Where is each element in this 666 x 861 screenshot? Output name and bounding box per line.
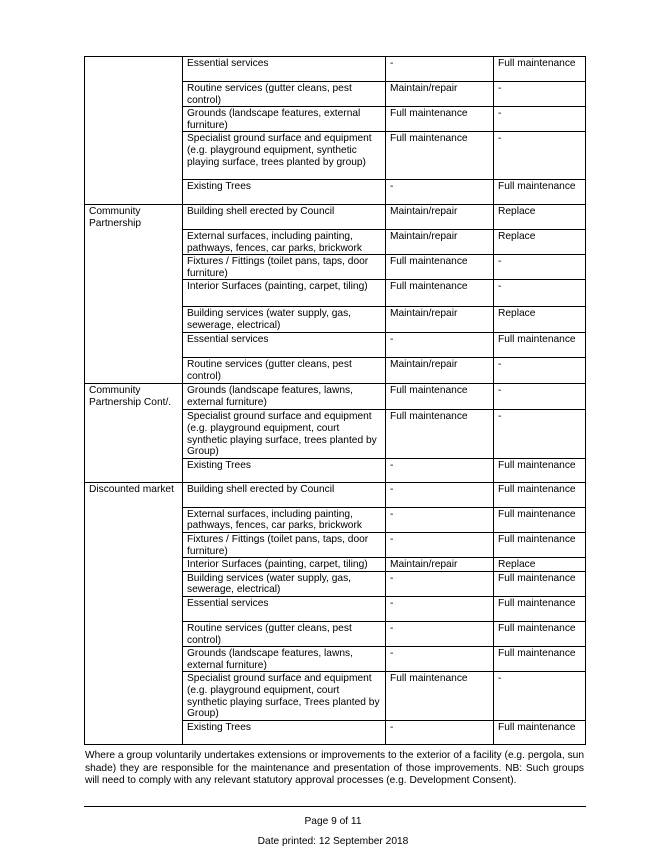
table-row xyxy=(85,107,586,132)
table-row xyxy=(85,333,586,358)
council-responsibility-cell: Replace xyxy=(494,558,586,572)
asset-item-cell: Routine services (gutter cleans, pest control) xyxy=(183,621,386,646)
tenure-type-cell: Community Partnership Cont/. xyxy=(85,384,183,410)
tenure-type-cell xyxy=(85,410,183,458)
council-responsibility-cell: Replace xyxy=(494,205,586,230)
asset-item-cell: Grounds (landscape features, external furniture) xyxy=(183,107,386,132)
council-responsibility-cell: - xyxy=(494,358,586,384)
table-row xyxy=(85,720,586,744)
tenure-type-cell xyxy=(85,230,183,255)
tenure-type-cell xyxy=(85,533,183,558)
table-row xyxy=(85,621,586,646)
group-responsibility-cell: - xyxy=(386,57,494,82)
group-responsibility-cell: - xyxy=(386,482,494,507)
council-responsibility-cell: - xyxy=(494,384,586,410)
table-row xyxy=(85,82,586,107)
page-number: Page 9 of 11 xyxy=(304,816,362,827)
group-responsibility-cell: Maintain/repair xyxy=(386,205,494,230)
group-responsibility-cell: Maintain/repair xyxy=(386,307,494,333)
table-row xyxy=(85,280,586,307)
group-responsibility-cell: - xyxy=(386,533,494,558)
tenure-type-cell xyxy=(85,307,183,333)
tenure-type-cell xyxy=(85,672,183,720)
tenure-type-cell xyxy=(85,720,183,744)
asset-item-cell: Essential services xyxy=(183,333,386,358)
table-row xyxy=(85,458,586,482)
asset-item-cell: Specialist ground surface and equipment (e.g. playground equipment, court synthetic playing surface, Trees planted by Group) xyxy=(183,672,386,720)
asset-item-cell: External surfaces, including painting, pathways, fences, car parks, brickwork xyxy=(183,507,386,532)
table-row xyxy=(85,558,586,572)
group-responsibility-cell: - xyxy=(386,507,494,532)
tenure-type-cell xyxy=(85,571,183,596)
tenure-type-cell xyxy=(85,333,183,358)
asset-item-cell: Grounds (landscape features, lawns, external furniture) xyxy=(183,647,386,672)
group-responsibility-cell: Full maintenance xyxy=(386,410,494,458)
tenure-type-cell: Discounted market xyxy=(85,482,183,507)
table-row xyxy=(85,507,586,532)
table-row xyxy=(85,384,586,410)
group-responsibility-cell: - xyxy=(386,621,494,646)
table-row xyxy=(85,57,586,82)
council-responsibility-cell: Full maintenance xyxy=(494,533,586,558)
asset-item-cell: Existing Trees xyxy=(183,720,386,744)
table-row xyxy=(85,571,586,596)
table-row xyxy=(85,358,586,384)
group-responsibility-cell: Full maintenance xyxy=(386,132,494,180)
group-responsibility-cell: - xyxy=(386,720,494,744)
council-responsibility-cell: Full maintenance xyxy=(494,596,586,621)
asset-item-cell: Routine services (gutter cleans, pest control) xyxy=(183,82,386,107)
table-row xyxy=(85,410,586,458)
table-row xyxy=(85,596,586,621)
table-row xyxy=(85,230,586,255)
tenure-type-cell xyxy=(85,596,183,621)
council-responsibility-cell: - xyxy=(494,82,586,107)
asset-item-cell: Specialist ground surface and equipment (e.g. playground equipment, court synthetic playing surface, trees planted by Group) xyxy=(183,410,386,458)
council-responsibility-cell: Full maintenance xyxy=(494,647,586,672)
group-responsibility-cell: Full maintenance xyxy=(386,384,494,410)
asset-item-cell: Essential services xyxy=(183,57,386,82)
group-responsibility-cell: Full maintenance xyxy=(386,107,494,132)
asset-item-cell: Interior Surfaces (painting, carpet, tiling) xyxy=(183,558,386,572)
tenure-type-cell xyxy=(85,180,183,205)
tenure-type-cell xyxy=(85,458,183,482)
council-responsibility-cell: - xyxy=(494,255,586,280)
council-responsibility-cell: Full maintenance xyxy=(494,57,586,82)
asset-item-cell: Existing Trees xyxy=(183,180,386,205)
group-responsibility-cell: - xyxy=(386,180,494,205)
council-responsibility-cell: Full maintenance xyxy=(494,458,586,482)
asset-item-cell: Essential services xyxy=(183,596,386,621)
group-responsibility-cell: Full maintenance xyxy=(386,280,494,307)
council-responsibility-cell: Full maintenance xyxy=(494,333,586,358)
council-responsibility-cell: Replace xyxy=(494,230,586,255)
table-body xyxy=(85,57,586,745)
council-responsibility-cell: Full maintenance xyxy=(494,507,586,532)
tenure-type-cell xyxy=(85,507,183,532)
asset-item-cell: Fixtures / Fittings (toilet pans, taps, door furniture) xyxy=(183,255,386,280)
tenure-type-cell: Community Partnership xyxy=(85,205,183,230)
asset-item-cell: Fixtures / Fittings (toilet pans, taps, door furniture) xyxy=(183,533,386,558)
group-responsibility-cell: - xyxy=(386,571,494,596)
group-responsibility-cell: Full maintenance xyxy=(386,255,494,280)
date-printed: Date printed: 12 September 2018 xyxy=(257,836,409,847)
table-row xyxy=(85,180,586,205)
asset-item-cell: Interior Surfaces (painting, carpet, tiling) xyxy=(183,280,386,307)
tenure-type-cell xyxy=(85,82,183,107)
tenure-type-cell xyxy=(85,647,183,672)
council-responsibility-cell: Full maintenance xyxy=(494,571,586,596)
asset-item-cell: Existing Trees xyxy=(183,458,386,482)
tenure-type-cell xyxy=(85,621,183,646)
asset-item-cell: Specialist ground surface and equipment (e.g. playground equipment, synthetic playing surface, trees planted by group) xyxy=(183,132,386,180)
group-responsibility-cell: Maintain/repair xyxy=(386,82,494,107)
asset-item-cell: Grounds (landscape features, lawns, external furniture) xyxy=(183,384,386,410)
tenure-type-cell xyxy=(85,107,183,132)
group-responsibility-cell: - xyxy=(386,458,494,482)
council-responsibility-cell: - xyxy=(494,672,586,720)
table-row xyxy=(85,307,586,333)
table-row xyxy=(85,647,586,672)
table-row xyxy=(85,672,586,720)
council-responsibility-cell: - xyxy=(494,410,586,458)
tenure-type-cell xyxy=(85,280,183,307)
group-responsibility-cell: Maintain/repair xyxy=(386,558,494,572)
group-responsibility-cell: - xyxy=(386,647,494,672)
group-responsibility-cell: Maintain/repair xyxy=(386,358,494,384)
tenure-type-cell xyxy=(85,255,183,280)
council-responsibility-cell: - xyxy=(494,132,586,180)
council-responsibility-cell: Full maintenance xyxy=(494,180,586,205)
table-row xyxy=(85,132,586,180)
asset-item-cell: Building services (water supply, gas, sewerage, electrical) xyxy=(183,571,386,596)
council-responsibility-cell: - xyxy=(494,107,586,132)
table-row xyxy=(85,482,586,507)
tenure-type-cell xyxy=(85,57,183,82)
asset-item-cell: Building services (water supply, gas, sewerage, electrical) xyxy=(183,307,386,333)
tenure-type-cell xyxy=(85,132,183,180)
tenure-type-cell xyxy=(85,558,183,572)
table-row xyxy=(85,533,586,558)
footer-rule xyxy=(84,806,586,807)
group-responsibility-cell: - xyxy=(386,596,494,621)
group-responsibility-cell: Full maintenance xyxy=(386,672,494,720)
council-responsibility-cell: Replace xyxy=(494,307,586,333)
tenure-type-cell xyxy=(85,358,183,384)
maintenance-responsibility-table xyxy=(84,56,586,745)
group-responsibility-cell: Maintain/repair xyxy=(386,230,494,255)
group-responsibility-cell: - xyxy=(386,333,494,358)
table-row xyxy=(85,255,586,280)
council-responsibility-cell: Full maintenance xyxy=(494,720,586,744)
table-row xyxy=(85,205,586,230)
council-responsibility-cell: - xyxy=(494,280,586,307)
asset-item-cell: Building shell erected by Council xyxy=(183,482,386,507)
asset-item-cell: Building shell erected by Council xyxy=(183,205,386,230)
council-responsibility-cell: Full maintenance xyxy=(494,482,586,507)
asset-item-cell: Routine services (gutter cleans, pest control) xyxy=(183,358,386,384)
maintenance-note: Where a group voluntarily undertakes extensions or improvements to the exterior of a facility (e.g. pergola, sun shade) they are responsible for the maintenance and presentation of those improvements. NB: Such groups will need to comply with any relevant statutory approval processes (e.g. Development Consent). xyxy=(85,750,584,786)
asset-item-cell: External surfaces, including painting, pathways, fences, car parks, brickwork xyxy=(183,230,386,255)
council-responsibility-cell: Full maintenance xyxy=(494,621,586,646)
